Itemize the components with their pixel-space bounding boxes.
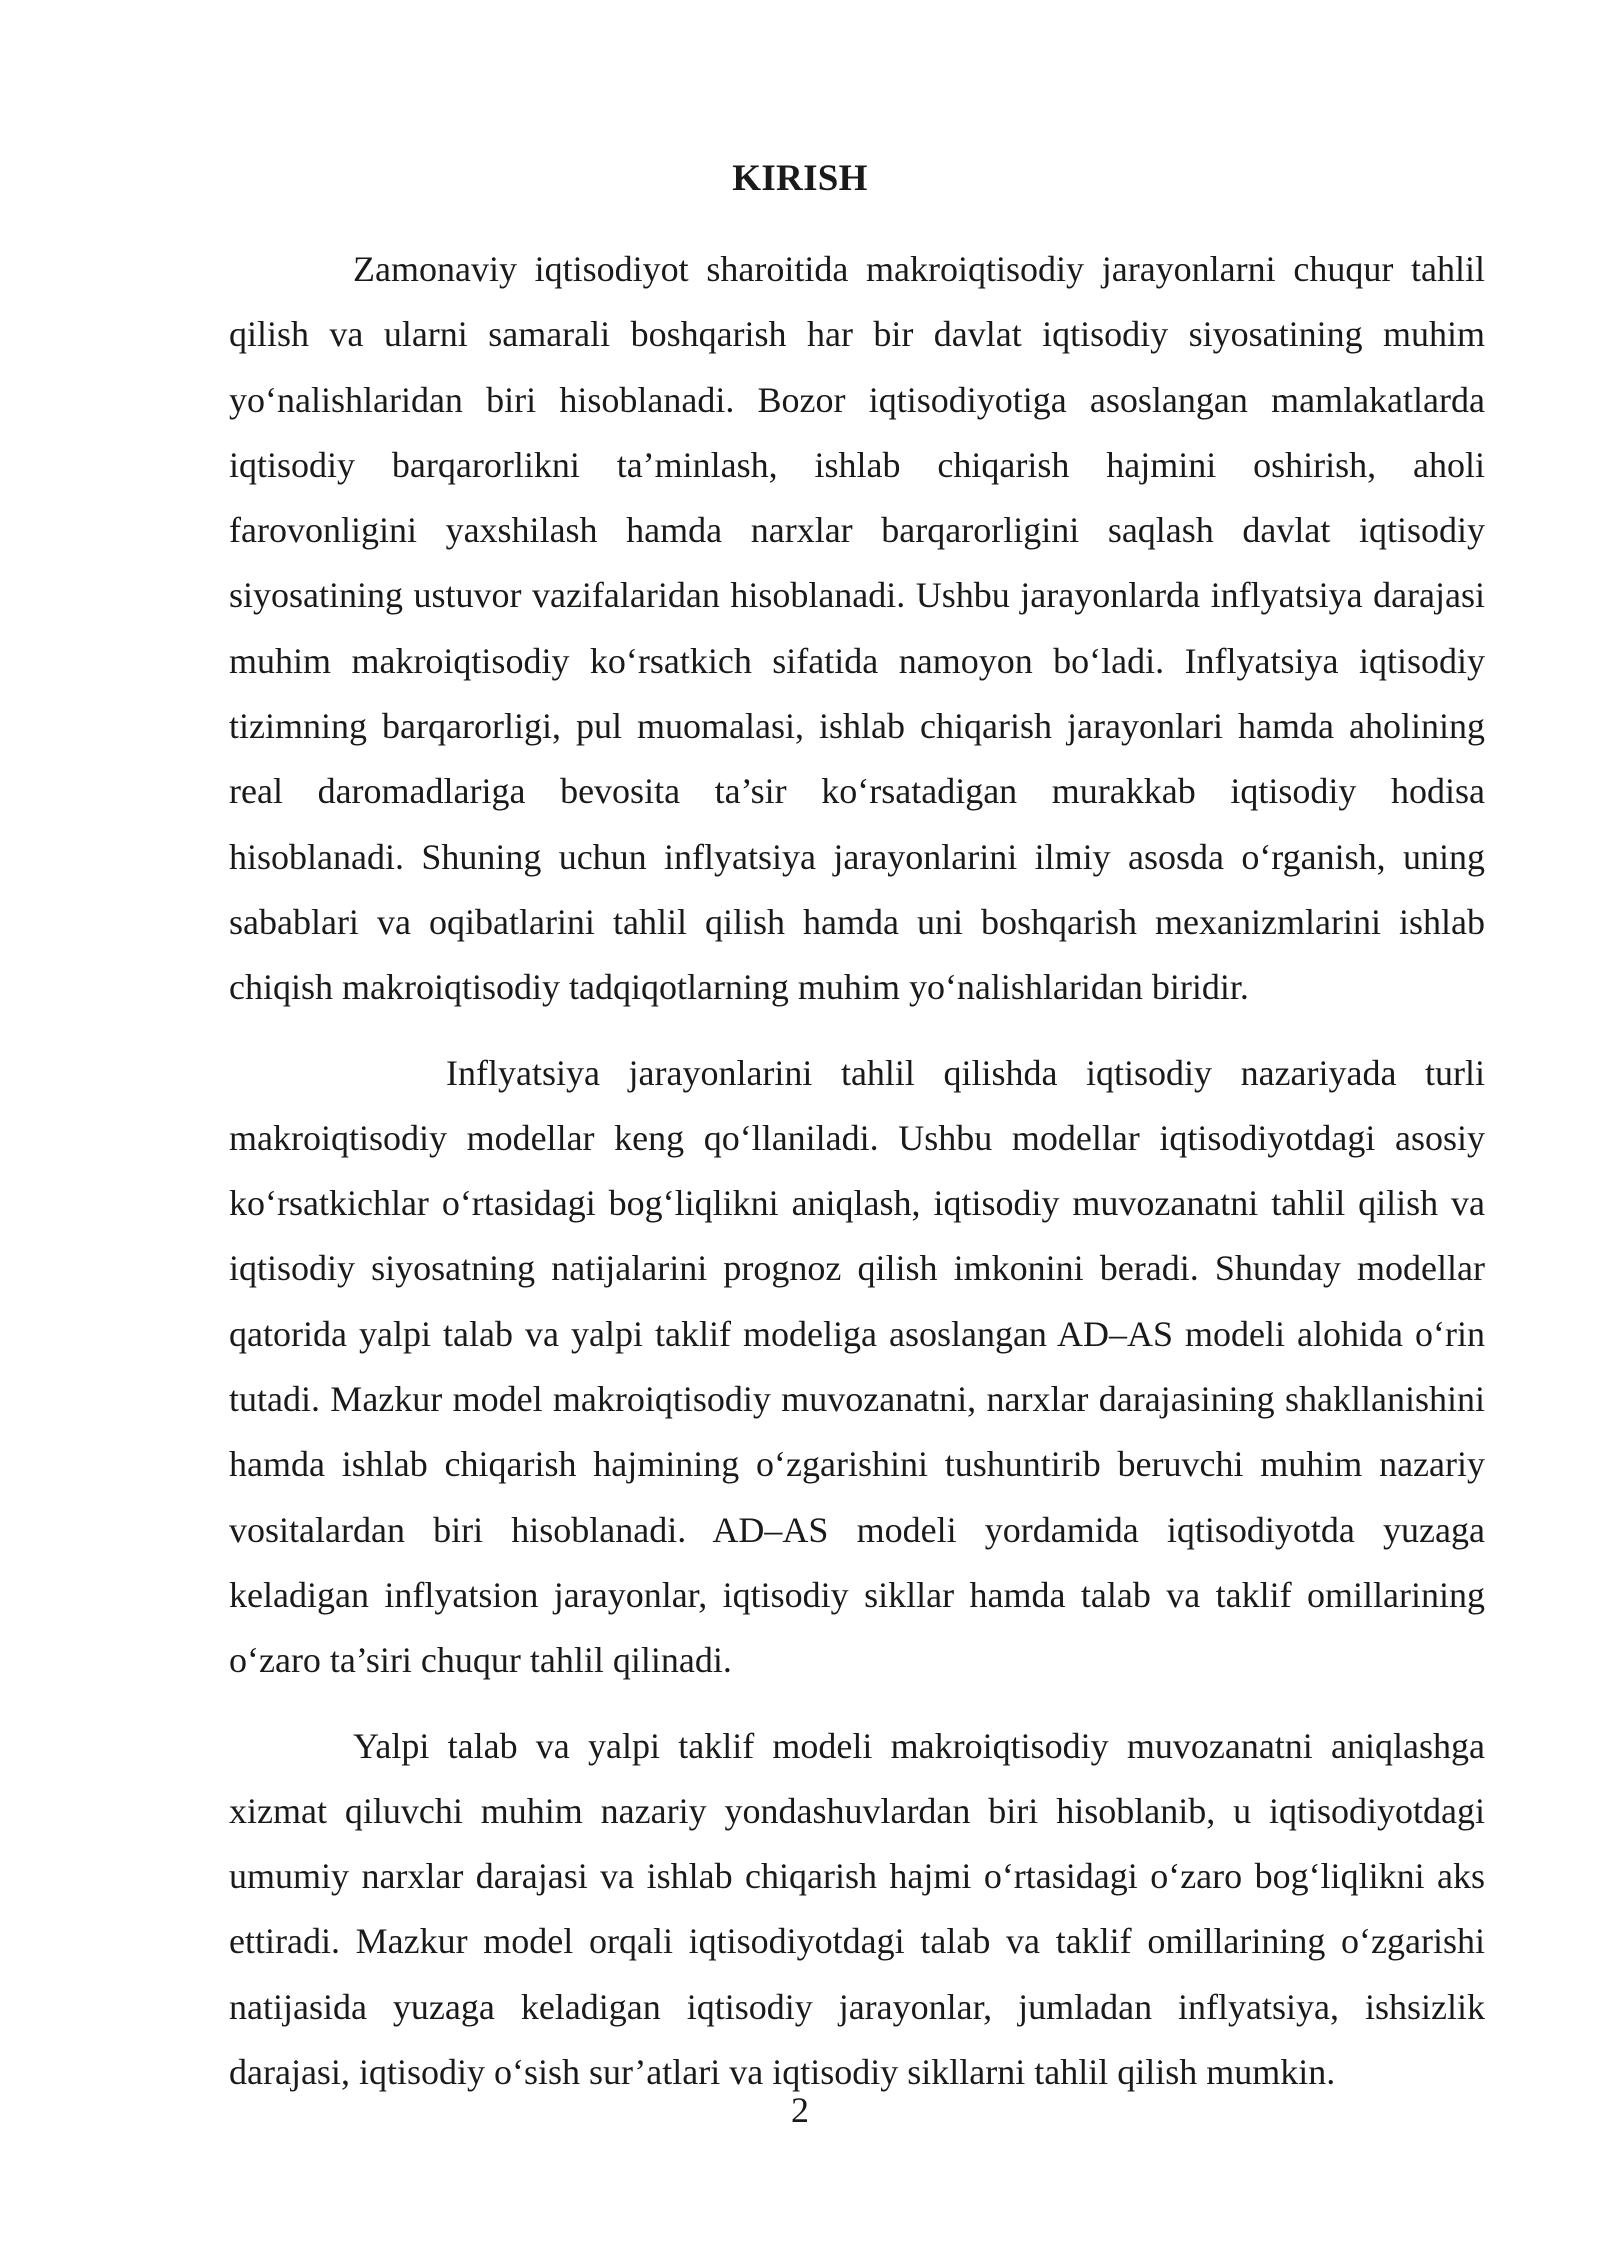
paragraph-2: Inflyatsiya jarayonlarini tahlil qilishda iqtisodiy nazariyada turli makroiqtisodiy modellar keng qoʻllaniladi. Ushbu modellar iqtisodiyotdagi asosiy koʻrsatkichlar oʻrtasidagi bogʻliqlikni aniqlash, iqtisodiy muvozanatni tahlil qilish va iqtisodiy siyosatning natijalarini prognoz qilish imkonini beradi. Shunday modellar qatorida yalpi talab va yalpi taklif modeliga asoslangan AD–AS modeli alohida oʻrin tutadi. Mazkur model makroiqtisodiy muvozanatni, narxlar darajasining shakllanishini hamda ishlab chiqarish hajmining oʻzgarishini tushuntirib beruvchi muhim nazariy vositalardan biri hisoblanadi. AD–AS modeli yordamida iqtisodiyotda yuzaga keladigan inflyatsion jarayonlar, iqtisodiy sikllar hamda talab va taklif omillarining oʻzaro ta’siri chuqur tahlil qilinadi. [229,1052,1485,1681]
paragraph-1: Zamonaviy iqtisodiyot sharoitida makroiqtisodiy jarayonlarni chuqur tahlil qilish va ularni samarali boshqarish har bir davlat iqtisodiy siyosatining muhim yoʻnalishlaridan biri hisoblanadi. Bozor iqtisodiyotiga asoslangan mamlakatlarda iqtisodiy barqarorlikni ta’minlash, ishlab chiqarish hajmini oshirish, aholi farovonligini yaxshilash hamda narxlar barqarorligini saqlash davlat iqtisodiy siyosatining ustuvor vazifalaridan hisoblanadi. Ushbu jarayonlarda inflyatsiya darajasi muhim makroiqtisodiy koʻrsatkich sifatida namoyon boʻladi. Inflyatsiya iqtisodiy tizimning barqarorligi, pul muomalasi, ishlab chiqarish jarayonlari hamda aholining real daromadlariga bevosita ta’sir koʻrsatadigan murakkab iqtisodiy hodisa hisoblanadi. Shuning uchun inflyatsiya jarayonlarini ilmiy asosda oʻrganish, uning sabablari va oqibatlarini tahlil qilish hamda uni boshqarish mexanizmlarini ishlab chiqish makroiqtisodiy tadqiqotlarning muhim yoʻnalishlaridan biridir. [229,249,1485,1008]
page-number: 2 [791,2090,809,2130]
page-title: KIRISH [732,158,868,199]
paragraph-3: Yalpi talab va yalpi taklif modeli makroiqtisodiy muvozanatni aniqlashga xizmat qiluvchi muhim nazariy yondashuvlardan biri hisoblanib, u iqtisodiyotdagi umumiy narxlar darajasi va ishlab chiqarish hajmi oʻrtasidagi oʻzaro bogʻliqlikni aks ettiradi. Mazkur model orqali iqtisodiyotdagi talab va taklif omillarining oʻzgarishi natijasida yuzaga keladigan iqtisodiy jarayonlar, jumladan inflyatsiya, ishsizlik darajasi, iqtisodiy oʻsish sur’atlari va iqtisodiy sikllarni tahlil qilish mumkin. [229,1725,1485,2093]
body-text [229,237,1485,2105]
